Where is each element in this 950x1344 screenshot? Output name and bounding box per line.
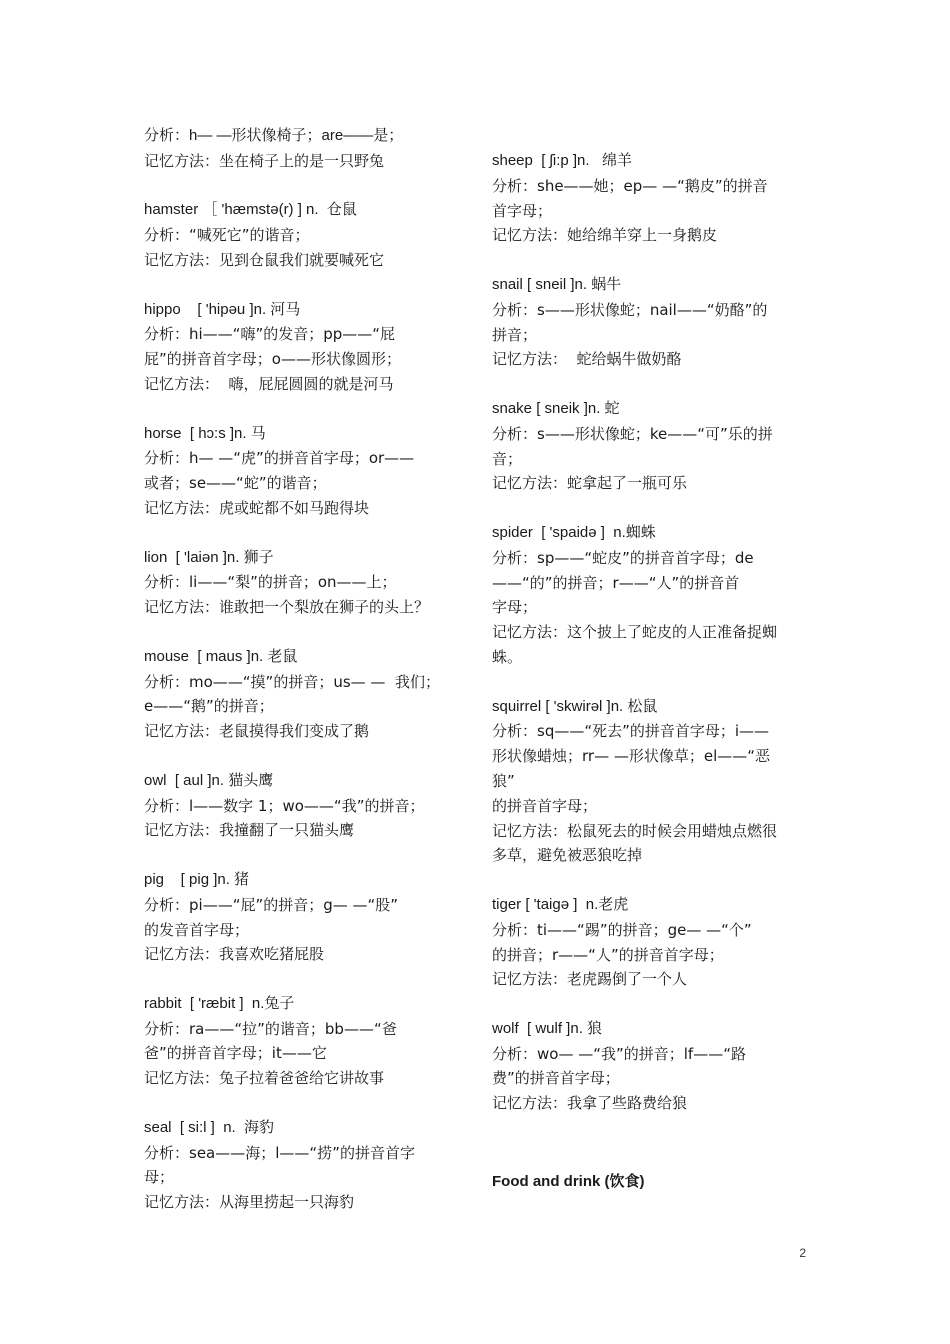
vocab-entry — [144, 422, 464, 521]
entry-headword: hippo [ 'hipəu ]n. 河马 — [144, 300, 301, 318]
entry-line: 分析：ra——“拉”的谐音；bb——“爸 — [144, 1019, 397, 1038]
entry-line: 记忆方法：坐在椅子上的是一只野兔 — [144, 151, 385, 170]
entry-line: 分析：sp——“蛇皮”的拼音首字母；de — [492, 548, 754, 567]
entry-line: 记忆方法：我喜欢吃猪屁股 — [144, 945, 325, 964]
entry-line: 分析：hi——“嗨”的发音；pp——“屁 — [144, 325, 396, 344]
entry-line: 屁”的拼音首字母；o——形状像圆形； — [144, 350, 401, 369]
entry-headword: snake [ sneik ]n. 蛇 — [492, 399, 620, 417]
entry-line: 记忆方法：蛇拿起了一瓶可乐 — [492, 474, 688, 493]
entry-line: 记忆方法：这个披上了蛇皮的人正准备捉蜘 — [492, 623, 778, 642]
entry-headword: tiger [ 'taigə ] n.老虎 — [492, 895, 629, 913]
entry-line: e——“鹅”的拼音； — [144, 697, 274, 716]
vocab-entry — [492, 893, 812, 992]
entry-headword: hamster ［ 'hæmstə(r) ] n. 仓鼠 — [144, 201, 357, 219]
entry-headword: 分析：h— —形状像椅子；are——是； — [144, 127, 404, 144]
entry-line: 分析：sq——“死去”的拼音首字母；i—— — [492, 722, 770, 741]
left-column — [144, 124, 464, 1240]
entry-line: 记忆方法： 嗨，屁屁圆圆的就是河马 — [144, 374, 394, 393]
entry-line: 的发音首字母； — [144, 920, 250, 939]
entry-line: 爸”的拼音首字母；it——它 — [144, 1044, 327, 1063]
entry-line: 分析：s——形状像蛇；ke——“可”乐的拼 — [492, 424, 773, 443]
entry-line: 音； — [492, 449, 523, 468]
entry-line: 费”的拼音首字母； — [492, 1069, 620, 1088]
entry-line: 分析：l——数字 1；wo——“我”的拼音； — [144, 796, 425, 815]
entry-line: 记忆方法：从海里捞起一只海豹 — [144, 1193, 355, 1212]
entry-line: 的拼音首字母； — [492, 796, 598, 815]
entry-headword: lion [ 'laiən ]n. 狮子 — [144, 548, 274, 566]
entry-line: 记忆方法：老虎踢倒了一个人 — [492, 970, 688, 989]
entry-headword: pig [ pig ]n. 猪 — [144, 870, 250, 888]
entry-line: 蛛。 — [492, 647, 523, 666]
entry-line: 首字母； — [492, 201, 553, 220]
vocab-entry — [492, 695, 812, 869]
entry-headword: mouse [ maus ]n. 老鼠 — [144, 647, 298, 665]
entry-line: 分析：“喊死它”的谐音； — [144, 226, 310, 245]
vocab-entry — [492, 521, 812, 670]
entry-headword: wolf [ wulf ]n. 狼 — [492, 1019, 603, 1037]
entry-line: 狼” — [492, 771, 515, 790]
entry-headword: squirrel [ 'skwirəl ]n. 松鼠 — [492, 697, 658, 715]
entry-headword: owl [ aul ]n. 猫头鹰 — [144, 771, 274, 789]
entry-line: 多草，避免被恶狼吃掉 — [492, 846, 643, 865]
vocab-entry — [144, 992, 464, 1091]
entry-line: 或者；se——“蛇”的谐音； — [144, 474, 327, 493]
vocab-entry — [144, 769, 464, 843]
entry-line: 分析：ti——“踢”的拼音；ge— —“个” — [492, 920, 752, 939]
entry-line: 记忆方法：她给绵羊穿上一身鹅皮 — [492, 226, 718, 245]
vocab-entry — [144, 546, 464, 620]
entry-line: 分析：h— —“虎”的拼音首字母；or—— — [144, 449, 415, 468]
vocab-entry — [492, 397, 812, 496]
entry-headword: sheep [ ʃi:p ]n. 绵羊 — [492, 152, 633, 169]
vocab-entry — [144, 124, 464, 174]
vocab-entry — [144, 868, 464, 967]
entry-line: 分析：she——她；ep— —“鹅皮”的拼音 — [492, 176, 768, 195]
entry-line: 的拼音；r——“人”的拼音首字母； — [492, 945, 724, 964]
right-column — [492, 149, 812, 1141]
entry-line: 分析：sea——海；l——“捞”的拼音首字 — [144, 1143, 415, 1162]
entry-line: 记忆方法：兔子拉着爸爸给它讲故事 — [144, 1069, 385, 1088]
entry-headword: rabbit [ 'ræbit ] n.兔子 — [144, 994, 295, 1012]
entry-line: 记忆方法：我拿了些路费给狼 — [492, 1094, 688, 1113]
vocab-entry — [144, 298, 464, 397]
entry-line: 记忆方法：老鼠摸得我们变成了鹅 — [144, 722, 370, 741]
entry-line: 分析：pi——“屁”的拼音；g— —“股” — [144, 895, 399, 914]
vocab-entry — [492, 149, 812, 248]
entry-line: 字母； — [492, 598, 538, 617]
entry-line: 拼音； — [492, 325, 538, 344]
entry-headword: spider [ 'spaidə ] n.蜘蛛 — [492, 523, 656, 541]
entry-line: 分析：s——形状像蛇；nail——“奶酪”的 — [492, 300, 768, 319]
entry-line: ——“的”的拼音；r——“人”的拼音首 — [492, 573, 740, 592]
vocab-entry — [492, 273, 812, 372]
entry-line: 记忆方法：谁敢把一个梨放在狮子的头上？ — [144, 598, 430, 617]
entry-line: 记忆方法：我撞翻了一只猫头鹰 — [144, 821, 355, 840]
entry-line: 母； — [144, 1168, 175, 1187]
entry-line: 记忆方法： 蛇给蜗牛做奶酪 — [492, 350, 682, 369]
entry-line: 分析：li——“梨”的拼音；on——上； — [144, 573, 397, 592]
entry-line: 记忆方法：松鼠死去的时候会用蜡烛点燃很 — [492, 821, 778, 840]
entry-line: 分析：wo— —“我”的拼音；lf——“路 — [492, 1044, 746, 1063]
entry-headword: horse [ hɔ:s ]n. 马 — [144, 424, 266, 442]
entry-line: 记忆方法：虎或蛇都不如马跑得块 — [144, 498, 370, 517]
page-number: 2 — [799, 1246, 806, 1260]
entry-line: 分析：mo——“摸”的拼音；us— — 我们； — [144, 672, 440, 691]
entry-line: 形状像蜡烛；rr— —形状像草；el——“恶 — [492, 747, 771, 766]
entry-headword: snail [ sneil ]n. 蜗牛 — [492, 275, 622, 293]
vocab-entry — [144, 1116, 464, 1215]
section-heading: Food and drink (饮食) — [492, 1173, 645, 1190]
entry-line: 记忆方法：见到仓鼠我们就要喊死它 — [144, 250, 385, 269]
vocab-entry — [144, 645, 464, 744]
entry-headword: seal [ si:l ] n. 海豹 — [144, 1118, 275, 1136]
vocab-entry — [492, 1017, 812, 1116]
vocab-entry — [144, 198, 464, 272]
